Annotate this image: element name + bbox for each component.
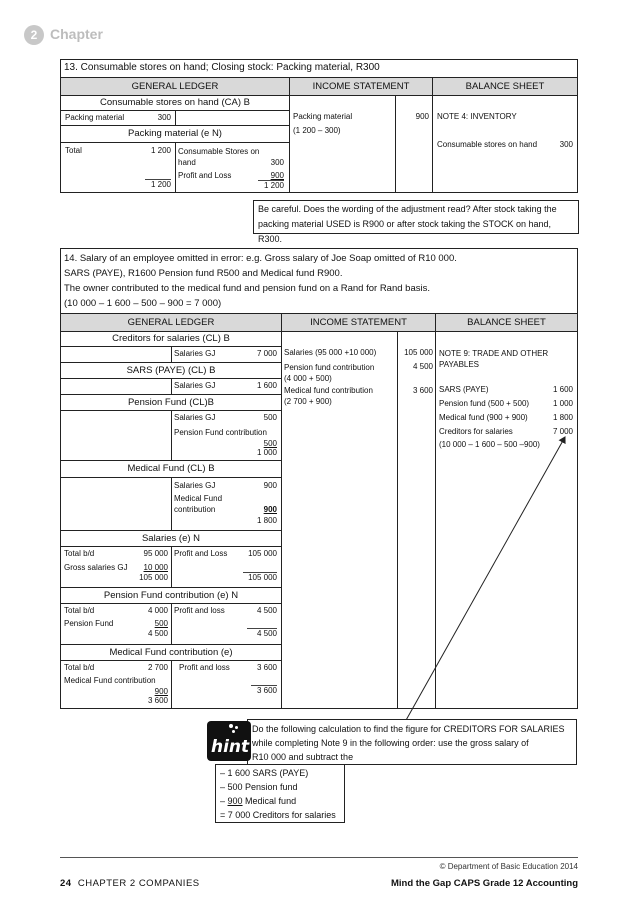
footer-copyright: © Department of Basic Education 2014	[439, 862, 578, 871]
s13-acc2-credit2: Profit and Loss 900	[178, 171, 284, 180]
s14-salaries-d1: Total b/d	[64, 549, 95, 558]
s14-pfc-title: Pension Fund contribution (e) N	[103, 590, 239, 601]
hint-intro-box: Do the following calculation to find the figure for CREDITORS FOR SALARIES while completing Note 9 in the following order: use the gross salary of R10 000 and subtract the	[247, 719, 577, 765]
s14-salaries-c1a: 105 000	[248, 549, 277, 558]
s13-acc1-amount: 300	[157, 113, 171, 122]
section-13-title: 13. Consumable stores on hand; Closing stock: Packing material, R300	[64, 62, 380, 73]
s14-salaries-c1: Profit and Loss	[174, 549, 228, 558]
footer-rule	[60, 857, 578, 858]
s14-pension-total: 1 000	[256, 448, 277, 457]
s14-is-medical: Medical fund contribution (2 700 + 900)	[284, 386, 373, 406]
hint-icon	[207, 721, 251, 761]
s14-bs-r1: SARS (PAYE) 1 600	[439, 385, 573, 394]
hint-box	[211, 719, 577, 823]
footer-book-title: Mind the Gap CAPS Grade 12 Accounting	[390, 878, 578, 889]
footer-page-number: 24	[60, 878, 72, 889]
s13-warning-callout: Be careful. Does the wording of the adjustment read? After stock taking the packing material USED is R900 or after stock taking the STOCK on hand, R300.	[253, 200, 579, 234]
s14-medical-total: 1 800	[256, 516, 277, 525]
s14-pfc-c1a: 4 500	[256, 606, 277, 615]
s14-mfc-d2a: 900	[154, 687, 168, 696]
chapter-number-badge: 2	[24, 25, 44, 45]
s14-pension-l1: Salaries GJ	[174, 413, 216, 422]
s14-header-is: INCOME STATEMENT	[282, 314, 435, 331]
s14-medical-l1: Salaries GJ	[174, 481, 216, 490]
s14-is-salaries-amount: 105 000	[404, 348, 433, 357]
s14-sars-title: SARS (PAYE) (CL) B	[126, 365, 216, 376]
s14-bs-r5: (10 000 – 1 600 – 500 –900)	[439, 440, 540, 449]
s13-account-packing-material: Packing material (e N)	[128, 128, 222, 139]
s14-mfc-d2: Medical Fund contribution	[64, 676, 156, 685]
s14-salaries-d1a: 95 000	[143, 549, 168, 558]
s14-pension-title: Pension Fund (CL)B	[127, 397, 215, 408]
s13-bs-note: NOTE 4: INVENTORY	[437, 112, 517, 121]
hint-icon-label: hint	[211, 737, 250, 757]
s13-account-consumable-stores: Consumable stores on hand (CA) B	[100, 97, 250, 108]
s13-header-bs: BALANCE SHEET	[433, 78, 577, 95]
s14-medical-title: Medical Fund (CL) B	[127, 463, 215, 474]
s14-is-pension: Pension fund contribution (4 000 + 500)	[284, 363, 375, 383]
s14-is-medical-amount: 3 600	[412, 386, 433, 395]
chapter-heading: Chapter	[50, 26, 103, 42]
s14-pfc-dtotal: 4 500	[147, 629, 168, 638]
s14-medical-l2b: contribution	[174, 505, 216, 514]
s14-sars-label: Salaries GJ	[174, 381, 216, 390]
s14-creditors-amount: 7 000	[256, 349, 277, 358]
s14-mfc-c1: Profit and loss	[179, 663, 230, 672]
s14-pfc-c1: Profit and loss	[174, 606, 225, 615]
s14-bs-r3: Medical fund (900 + 900) 1 800	[439, 413, 573, 422]
s13-acc1-label: Packing material	[65, 113, 125, 122]
s13-acc2-credit-total: 1 200	[258, 180, 284, 190]
s14-medical-l2a: Medical Fund	[174, 494, 223, 503]
s14-creditors-title: Creditors for salaries (CL) B	[112, 333, 230, 344]
s14-bs-r2: Pension fund (500 + 500) 1 000	[439, 399, 573, 408]
s13-bs-label: Consumable stores on hand	[437, 140, 538, 149]
s14-is-pension-amount: 4 500	[412, 362, 433, 371]
footer-page-chapter	[60, 878, 200, 889]
s14-is-salaries: Salaries (95 000 +10 000)	[284, 348, 377, 357]
s13-is-label: Packing material	[293, 112, 353, 121]
hint-steps-box: – 1 600 SARS (PAYE) – 500 Pension fund – 900 Medical fund = 7 000 Creditors for salaries	[215, 764, 345, 823]
s14-header-gl: GENERAL LEDGER	[61, 314, 281, 331]
s14-bs-r4: Creditors for salaries 7 000	[439, 427, 573, 436]
s14-mfc-c1a: 3 600	[256, 663, 277, 672]
s14-salaries-dtotal: 105 000	[139, 573, 168, 582]
hint-icon-dots	[229, 724, 243, 736]
s14-pfc-d1a: 4 000	[147, 606, 168, 615]
s14-pfc-d2: Pension Fund	[64, 619, 114, 628]
section-14-intro: 14. Salary of an employee omitted in error: e.g. Gross salary of Joe Soap omitted of R10 000. SARS (PAYE), R1600 Pension fund R500 and Medical fund R900. The owner contributed to the medical fund and pension fund on a Rand for Rand basis. (10 000 – 1 600 – 500 – 900 = 7 000)	[64, 253, 457, 309]
s14-pension-a2: 500	[263, 439, 277, 448]
s14-creditors-label: Salaries GJ	[174, 349, 216, 358]
s13-acc2-debit-label: Total	[65, 146, 82, 155]
s14-mfc-dtotal: 3 600	[147, 696, 168, 705]
s13-acc2-debit-amount: 1 200	[150, 146, 171, 155]
s14-bs-note: NOTE 9: TRADE AND OTHER PAYABLES	[439, 349, 549, 369]
s14-mfc-title: Medical Fund contribution (e)	[109, 647, 233, 658]
s14-salaries-d2: Gross salaries GJ	[64, 563, 128, 572]
s14-pfc-d1: Total b/d	[64, 606, 95, 615]
s13-acc2-debit-total: 1 200	[145, 179, 171, 189]
s14-pfc-d2a: 500	[154, 619, 168, 628]
s13-is-calc: (1 200 – 300)	[293, 126, 341, 135]
s14-header-bs: BALANCE SHEET	[436, 314, 577, 331]
s14-mfc-d1: Total b/d	[64, 663, 95, 672]
s13-bs-amount: 300	[559, 140, 573, 149]
s14-medical-a1: 900	[263, 481, 277, 490]
s14-mfc-d1a: 2 700	[147, 663, 168, 672]
s14-salaries-ctotal: 105 000	[243, 572, 277, 582]
s14-pension-a1: 500	[263, 413, 277, 422]
s14-sars-amount: 1 600	[256, 381, 277, 390]
s13-header-is: INCOME STATEMENT	[290, 78, 432, 95]
s14-salaries-d2a: 10 000	[143, 563, 168, 572]
s14-mfc-ctotal: 3 600	[251, 685, 277, 695]
s14-pension-l2: Pension Fund contribution	[174, 428, 267, 437]
s14-pfc-ctotal: 4 500	[247, 628, 277, 638]
s14-medical-a2: 900	[263, 505, 277, 514]
s13-is-amount: 900	[415, 112, 429, 121]
footer-chapter: CHAPTER 2 COMPANIES	[77, 878, 200, 889]
s13-acc2-credit1: Consumable Stores on hand 300	[178, 147, 284, 167]
s14-salaries-title: Salaries (e) N	[141, 533, 201, 544]
s13-header-gl: GENERAL LEDGER	[61, 78, 289, 95]
